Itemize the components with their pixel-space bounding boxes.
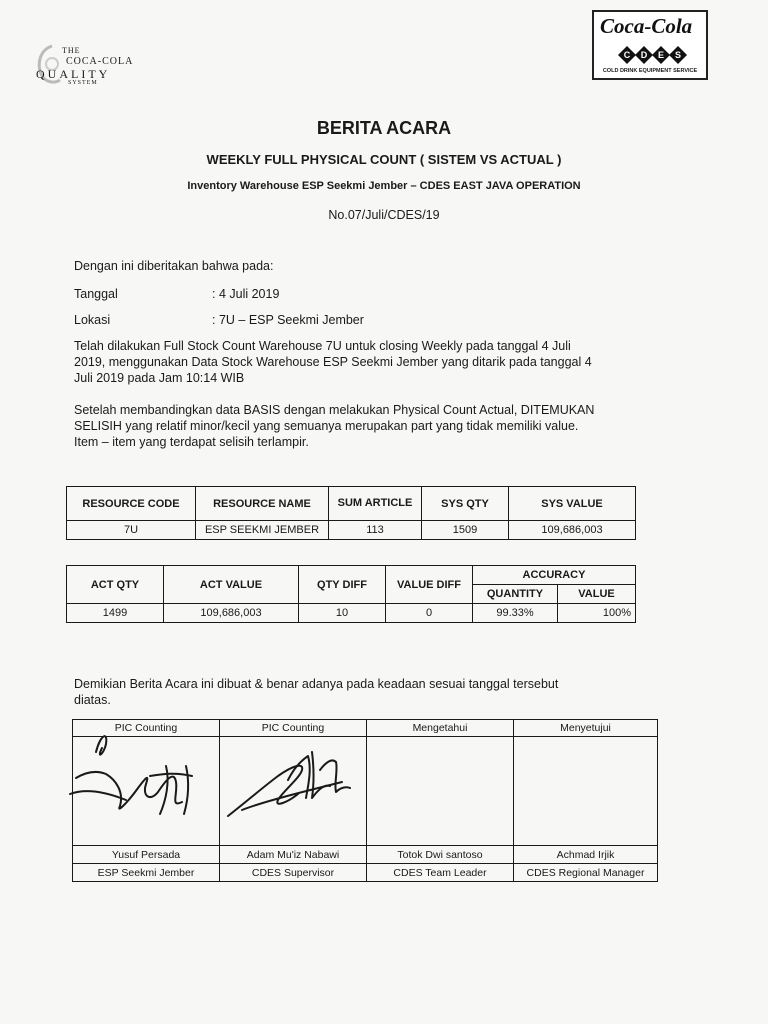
paragraph-findings	[74, 402, 694, 450]
paragraph-line: SELISIH yang relatif minor/kecil yang semuanya merupakan part yang tidak memiliki value.	[74, 419, 579, 433]
col-act-qty: ACT QTY	[67, 566, 164, 604]
quality-logo-line4: SYSTEM	[68, 80, 98, 86]
col-qty-diff: QTY DIFF	[299, 566, 386, 604]
cdes-letter: S	[674, 50, 682, 60]
cell-qty-diff: 10	[299, 604, 386, 623]
signature-name-row	[73, 846, 658, 864]
field-value-lokasi: : 7U – ESP Seekmi Jember	[212, 313, 364, 327]
col-sum-article: SUM ARTICLE	[329, 487, 422, 521]
cdes-letter: D	[640, 50, 648, 60]
col-accuracy-quantity: QUANTITY	[473, 585, 558, 604]
coca-cola-quality-logo	[28, 42, 148, 98]
paragraph-line: Telah dilakukan Full Stock Count Warehouse 7U untuk closing Weekly pada tanggal 4 Juli	[74, 339, 571, 353]
col-accuracy-value: VALUE	[558, 585, 636, 604]
col-sys-value: SYS VALUE	[509, 487, 636, 521]
role-menyetujui: Menyetujui	[514, 720, 658, 737]
cell-resource-code: 7U	[67, 521, 196, 540]
table-header-row	[67, 487, 636, 521]
signature-adam-muiz-nabawi	[222, 740, 368, 824]
col-resource-name: RESOURCE NAME	[196, 487, 329, 521]
cell-resource-name: ESP SEEKMI JEMBER	[196, 521, 329, 540]
cdes-subtitle: COLD DRINK EQUIPMENT SERVICE	[602, 68, 698, 74]
resource-table	[66, 486, 636, 540]
field-label-lokasi: Lokasi	[74, 313, 111, 327]
cell-accuracy-value: 100%	[558, 604, 636, 623]
signature-yusuf-persada	[66, 722, 226, 826]
intro-text: Dengan ini diberitakan bahwa pada:	[74, 259, 274, 273]
paragraph-count-info	[74, 338, 694, 386]
signature-title-row	[73, 864, 658, 882]
closing-line: Demikian Berita Acara ini dibuat & benar adanya pada keadaan sesuai tanggal tersebut	[74, 677, 559, 691]
signer-title-4: CDES Regional Manager	[514, 864, 658, 882]
paragraph-line: 2019, menggunakan Data Stock Warehouse ESP Seekmi Jember yang ditarik pada tanggal 4	[74, 355, 592, 369]
cell-act-qty: 1499	[67, 604, 164, 623]
table-row	[67, 521, 636, 540]
cell-sys-value: 109,686,003	[509, 521, 636, 540]
signer-name-2: Adam Mu'iz Nabawi	[220, 846, 367, 864]
signature-cell-4	[514, 737, 658, 846]
quality-logo-line1: THE	[62, 46, 81, 55]
document-subtitle: WEEKLY FULL PHYSICAL COUNT ( SISTEM VS ACTUAL )	[206, 152, 562, 167]
signer-name-4: Achmad Irjik	[514, 846, 658, 864]
cdes-diamonds-icon	[618, 46, 688, 64]
document-number: No.07/Juli/CDES/19	[328, 208, 440, 222]
document-title: BERITA ACARA	[316, 118, 452, 138]
cdes-letter: E	[657, 50, 665, 60]
role-pic-counting-1: PIC Counting	[73, 720, 220, 737]
col-value-diff: VALUE DIFF	[386, 566, 473, 604]
signer-name-3: Totok Dwi santoso	[367, 846, 514, 864]
field-label-tanggal: Tanggal	[74, 287, 118, 301]
quality-logo-line3: QUALITY	[36, 67, 111, 81]
closing-text	[74, 676, 694, 708]
table-header-row	[67, 566, 636, 585]
cell-sum-article: 113	[329, 521, 422, 540]
signature-cell-3	[367, 737, 514, 846]
actual-table	[66, 565, 636, 623]
table-row	[67, 604, 636, 623]
paragraph-line: Item – item yang terdapat selisih terlampir.	[74, 435, 309, 449]
col-resource-code: RESOURCE CODE	[67, 487, 196, 521]
col-sys-qty: SYS QTY	[422, 487, 509, 521]
closing-line: diatas.	[74, 693, 111, 707]
cdes-logo	[592, 10, 708, 80]
cell-act-value: 109,686,003	[164, 604, 299, 623]
field-value-tanggal: : 4 Juli 2019	[212, 287, 280, 301]
cell-value-diff: 0	[386, 604, 473, 623]
paragraph-line: Setelah membandingkan data BASIS dengan melakukan Physical Count Actual, DITEMUKAN	[74, 403, 595, 417]
cell-sys-qty: 1509	[422, 521, 509, 540]
quality-logo-line2: COCA-COLA	[66, 56, 134, 67]
signer-title-3: CDES Team Leader	[367, 864, 514, 882]
cell-accuracy-quantity: 99.33%	[473, 604, 558, 623]
document-subsubtitle: Inventory Warehouse ESP Seekmi Jember – CDES EAST JAVA OPERATION	[187, 180, 581, 192]
col-accuracy: ACCURACY	[473, 566, 636, 585]
col-act-value: ACT VALUE	[164, 566, 299, 604]
coca-cola-wordmark: Coca-Cola	[600, 14, 693, 38]
signer-title-1: ESP Seekmi Jember	[73, 864, 220, 882]
role-pic-counting-2: PIC Counting	[220, 720, 367, 737]
cdes-letter: C	[623, 50, 631, 60]
signer-title-2: CDES Supervisor	[220, 864, 367, 882]
role-mengetahui: Mengetahui	[367, 720, 514, 737]
signer-name-1: Yusuf Persada	[73, 846, 220, 864]
paragraph-line: Juli 2019 pada Jam 10:14 WIB	[74, 371, 245, 385]
